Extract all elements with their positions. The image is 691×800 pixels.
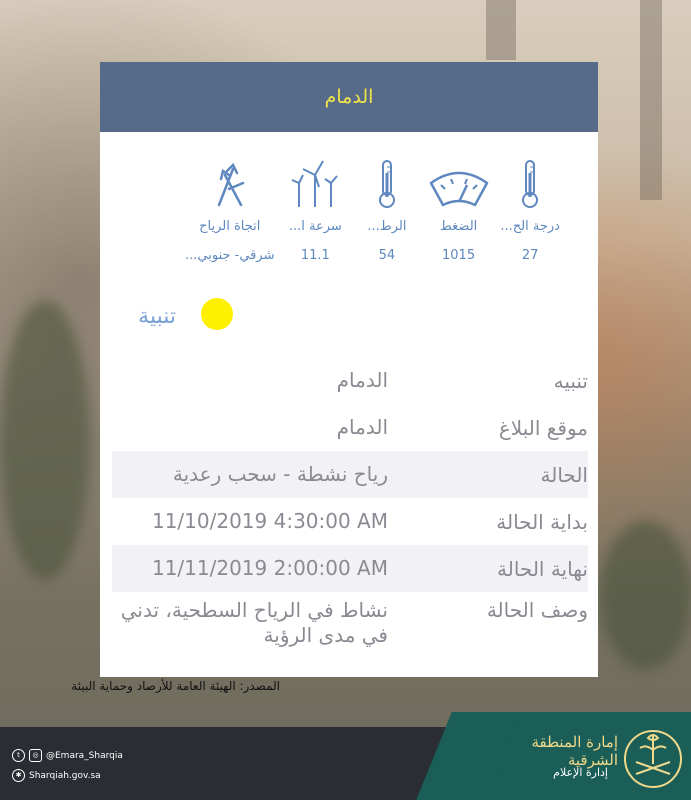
gauge-icon [427,155,491,209]
wind-turbine-icon [289,155,341,209]
sun-icon [201,298,233,330]
metric-value: 54 [378,248,396,263]
detail-value: 11/10/2019 4:30:00 AM [151,509,388,533]
thermometer-icon [521,155,539,209]
org-department: إدارة الإعلام [553,766,608,779]
social-handle-row [12,749,123,762]
detail-key: الحالة [540,462,588,487]
twitter-icon[interactable]: t [12,749,25,762]
background-palm [600,520,691,670]
detail-key: تنبيه [553,368,588,393]
detail-value: الدمام [336,415,388,439]
instagram-icon[interactable]: ◎ [29,749,42,762]
detail-row [112,404,588,451]
metric-label: الضغط [439,219,478,234]
metric-label: سرعة ا... [288,219,342,234]
detail-value: نشاط في الرياح السطحية، تدني في مدى الرؤية [120,598,388,647]
website-row [12,769,101,782]
detail-key: موقع البلاغ [498,415,588,440]
footer-social-bar [0,727,470,800]
weather-alert-card [100,62,598,677]
card-header [100,62,598,132]
metric-label: الرط... [367,219,407,234]
detail-row [112,451,588,498]
org-name: إمارة المنطقة الشرقية [531,733,618,769]
background-tower [640,0,662,200]
source-caption: المصدر: الهيئة العامة للأرصاد وحماية البيئة [71,679,280,693]
website-link[interactable]: Sharqiah.gov.sa [29,770,101,781]
saudi-emblem-icon [622,724,684,798]
metric-pressure [423,155,495,263]
detail-key: وصف الحالة [486,598,588,622]
metric-wind-direction [180,155,279,263]
metric-label: درجة الح... [500,219,560,234]
alert-label: تنبية [138,304,176,329]
metric-humidity [351,155,423,263]
metric-temperature [494,155,566,263]
detail-row [112,357,588,404]
detail-value: رياح نشطة - سحب رعدية [172,462,388,486]
wind-direction-icon [213,155,247,209]
metric-value: شرقي- جنوبي... [185,248,275,263]
detail-value: الدمام [336,368,388,392]
social-handle[interactable]: @Emara_Sharqia [46,750,123,761]
detail-key: بداية الحالة [496,509,588,534]
detail-row [112,498,588,545]
metric-wind-speed [279,155,351,263]
alert-details [112,357,588,654]
weather-metrics [180,155,566,263]
metric-value: 27 [521,248,539,263]
globe-icon: ✱ [12,769,25,782]
metric-label: اتجاة الرياح [199,219,261,234]
detail-row [112,592,588,654]
metric-value: 11.1 [300,248,330,263]
thermometer-icon [378,155,396,209]
metric-value: 1015 [442,248,476,263]
background-palm [0,300,90,580]
city-title: الدمام [324,86,374,108]
detail-value: 11/11/2019 2:00:00 AM [151,556,388,580]
detail-row [112,545,588,592]
detail-key: نهاية الحالة [497,556,588,581]
background-building [486,0,516,60]
